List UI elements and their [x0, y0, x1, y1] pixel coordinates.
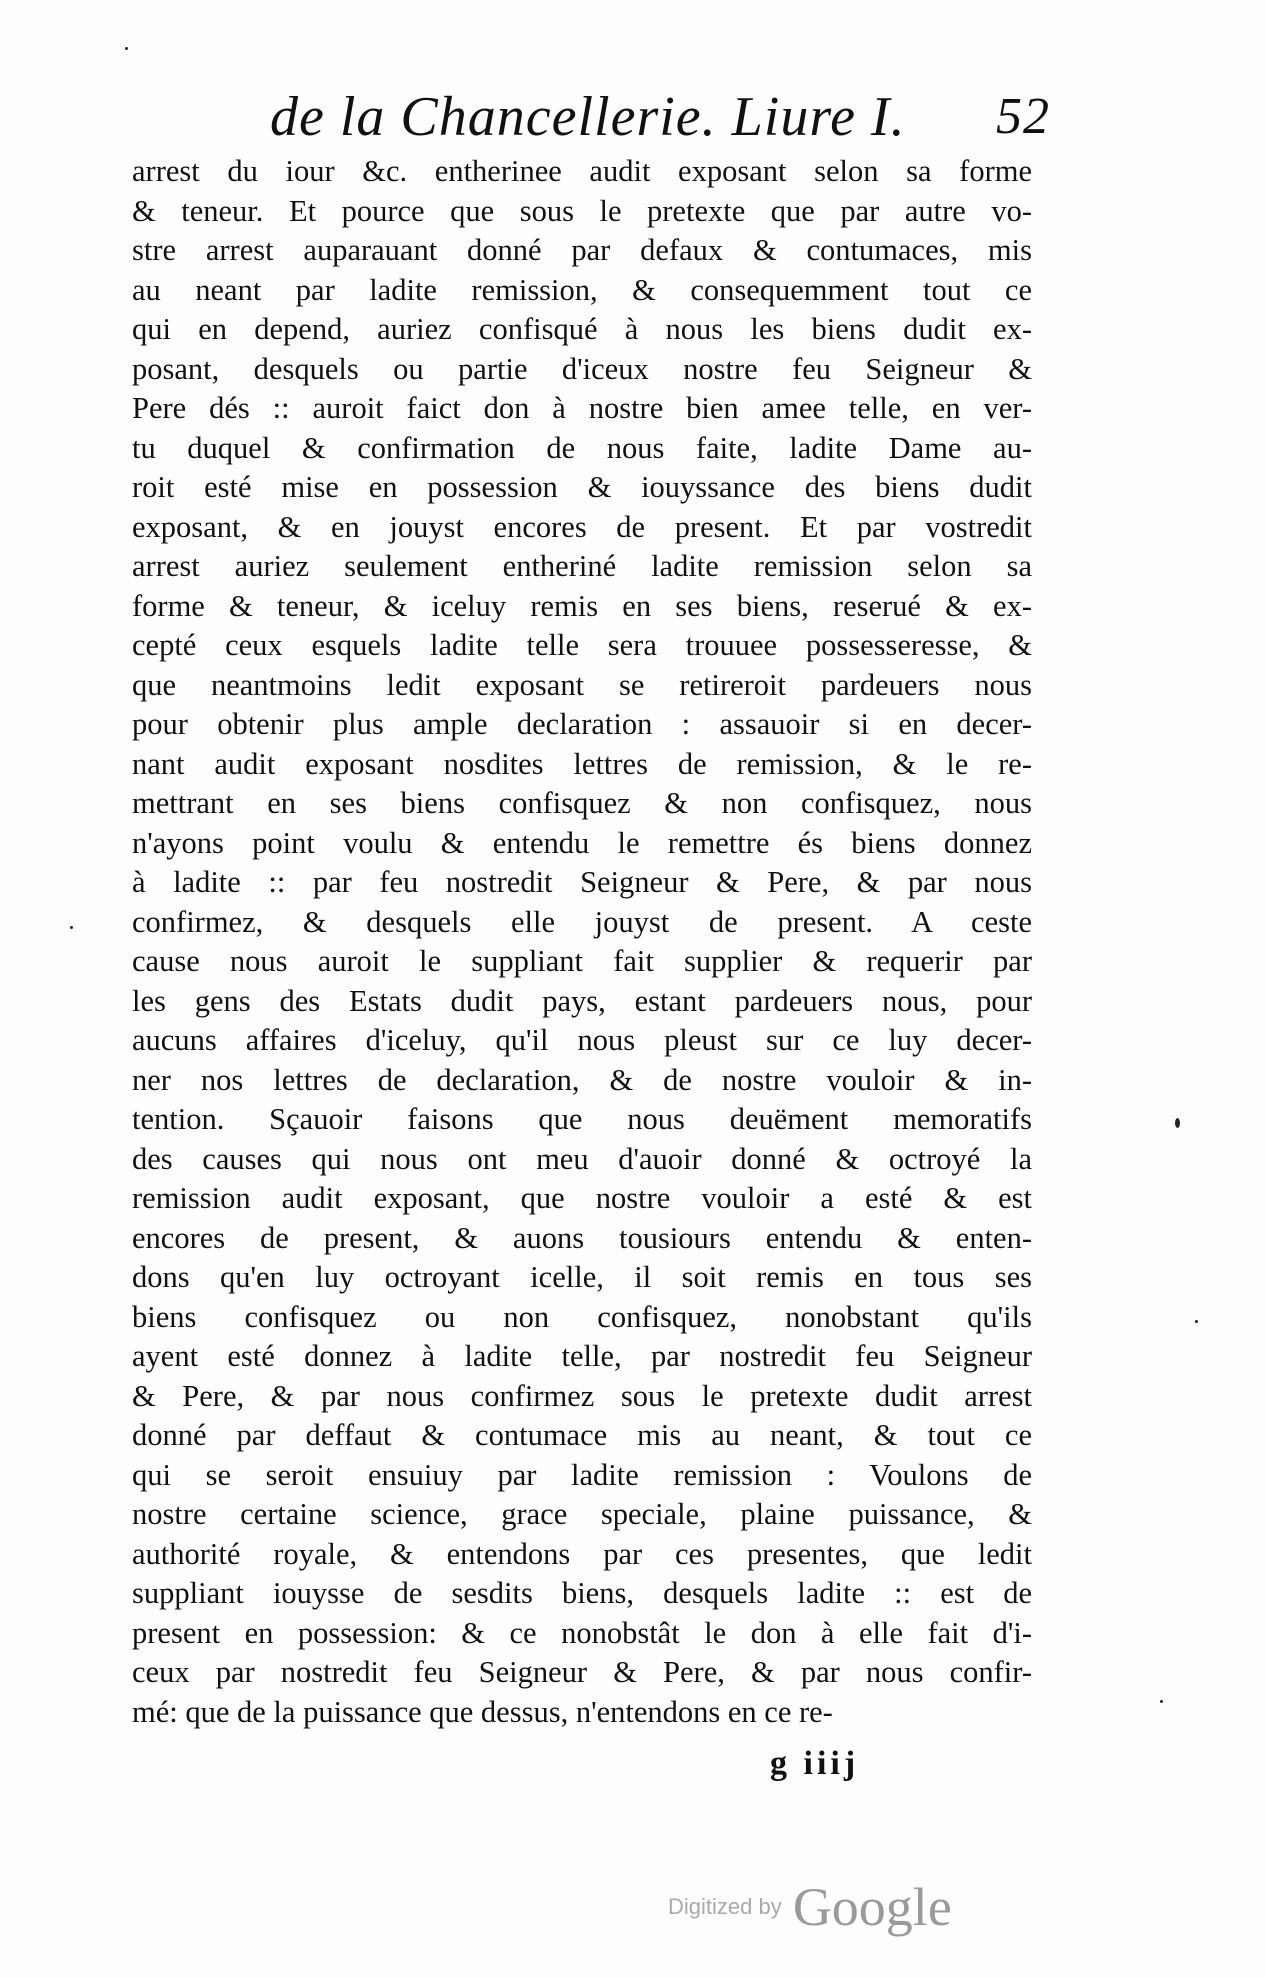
- text-line: que neantmoins ledit exposant se retireroit pardeuers nous: [132, 667, 1032, 702]
- text-line: nant audit exposant nosdites lettres de remission, & le re-: [132, 746, 1032, 781]
- text-line: ceux par nostredit feu Seigneur & Pere, & par nous confir-: [132, 1655, 1032, 1689]
- text-line: biens confisquez ou non confisquez, nonobstant qu'ils: [132, 1299, 1032, 1334]
- text-line: dons qu'en luy octroyant icelle, il soit remis en tous ses: [132, 1260, 1032, 1294]
- text-line: des causes qui nous ont meu d'auoir donné & octroyé la: [132, 1141, 1032, 1176]
- text-line: nostre certaine science, grace speciale, plaine puissance, &: [132, 1497, 1032, 1531]
- body-text: [132, 152, 1032, 1732]
- text-line: qui se seroit ensuiuy par ladite remission : Voulons de: [132, 1457, 1032, 1492]
- watermark-brand: Google: [792, 1877, 952, 1937]
- text-line: mettrant en ses biens confisquez & non confisquez, nous: [132, 786, 1032, 820]
- ink-speck: [125, 47, 128, 50]
- text-line: roit esté mise en possession & iouyssance des biens dudit: [132, 470, 1032, 504]
- text-line: forme & teneur, & iceluy remis en ses biens, reserué & ex-: [132, 588, 1032, 623]
- text-line: & teneur. Et pource que sous le pretexte que par autre vo-: [132, 193, 1032, 228]
- text-line: arrest auriez seulement entheriné ladite remission selon sa: [132, 549, 1032, 583]
- page-number: 52: [996, 88, 1050, 145]
- watermark-prefix: Digitized by: [668, 1894, 782, 1919]
- ink-speck: [1175, 1118, 1180, 1128]
- text-line: les gens des Estats dudit pays, estant pardeuers nous, pour: [132, 983, 1032, 1018]
- text-line: ayent esté donnez à ladite telle, par nostredit feu Seigneur: [132, 1339, 1032, 1373]
- ink-speck: [70, 926, 73, 929]
- text-line: ner nos lettres de declaration, & de nostre vouloir & in-: [132, 1062, 1032, 1097]
- text-line: à ladite :: par feu nostredit Seigneur & Pere, & par nous: [132, 865, 1032, 899]
- text-line: cepté ceux esquels ladite telle sera trouuee possesseresse, &: [132, 628, 1032, 662]
- ink-speck: [1160, 1700, 1163, 1703]
- ink-speck: [1195, 1320, 1198, 1323]
- signature-mark: g iiij: [770, 1745, 860, 1782]
- text-line: encores de present, & auons tousiours entendu & enten-: [132, 1220, 1032, 1255]
- text-line: pour obtenir plus ample declaration : assauoir si en decer-: [132, 707, 1032, 741]
- text-line: present en possession: & ce nonobstât le don à elle fait d'i-: [132, 1615, 1032, 1650]
- running-head: [270, 84, 1050, 150]
- text-line: arrest du iour &c. entherinee audit exposant selon sa forme: [132, 154, 1032, 188]
- text-line: au neant par ladite remission, & consequemment tout ce: [132, 272, 1032, 307]
- text-line: & Pere, & par nous confirmez sous le pretexte dudit arrest: [132, 1378, 1032, 1413]
- text-line: authorité royale, & entendons par ces presentes, que ledit: [132, 1536, 1032, 1571]
- text-line: donné par deffaut & contumace mis au neant, & tout ce: [132, 1418, 1032, 1452]
- text-line: confirmez, & desquels elle jouyst de present. A ceste: [132, 904, 1032, 939]
- text-line: remission audit exposant, que nostre vouloir a esté & est: [132, 1181, 1032, 1215]
- digitization-watermark: [668, 1876, 952, 1936]
- text-line: Pere dés :: auroit faict don à nostre bien amee telle, en ver-: [132, 391, 1032, 425]
- running-title: de la Chancellerie. Liure I.: [270, 86, 906, 148]
- text-line: suppliant iouysse de sesdits biens, desquels ladite :: est de: [132, 1576, 1032, 1610]
- text-line: aucuns affaires d'iceluy, qu'il nous pleust sur ce luy decer-: [132, 1023, 1032, 1057]
- text-line: qui en depend, auriez confisqué à nous les biens dudit ex-: [132, 312, 1032, 346]
- text-line: exposant, & en jouyst encores de present. Et par vostredit: [132, 509, 1032, 544]
- text-line: mé: que de la puissance que dessus, n'entendons en ce re-: [132, 1694, 833, 1729]
- text-line: n'ayons point voulu & entendu le remettre és biens donnez: [132, 825, 1032, 860]
- text-line: tu duquel & confirmation de nous faite, ladite Dame au-: [132, 430, 1032, 465]
- text-line: posant, desquels ou partie d'iceux nostre feu Seigneur &: [132, 351, 1032, 386]
- text-line: stre arrest auparauant donné par defaux & contumaces, mis: [132, 233, 1032, 267]
- text-line: cause nous auroit le suppliant fait supplier & requerir par: [132, 944, 1032, 978]
- text-line: tention. Sçauoir faisons que nous deuëment memoratifs: [132, 1102, 1032, 1136]
